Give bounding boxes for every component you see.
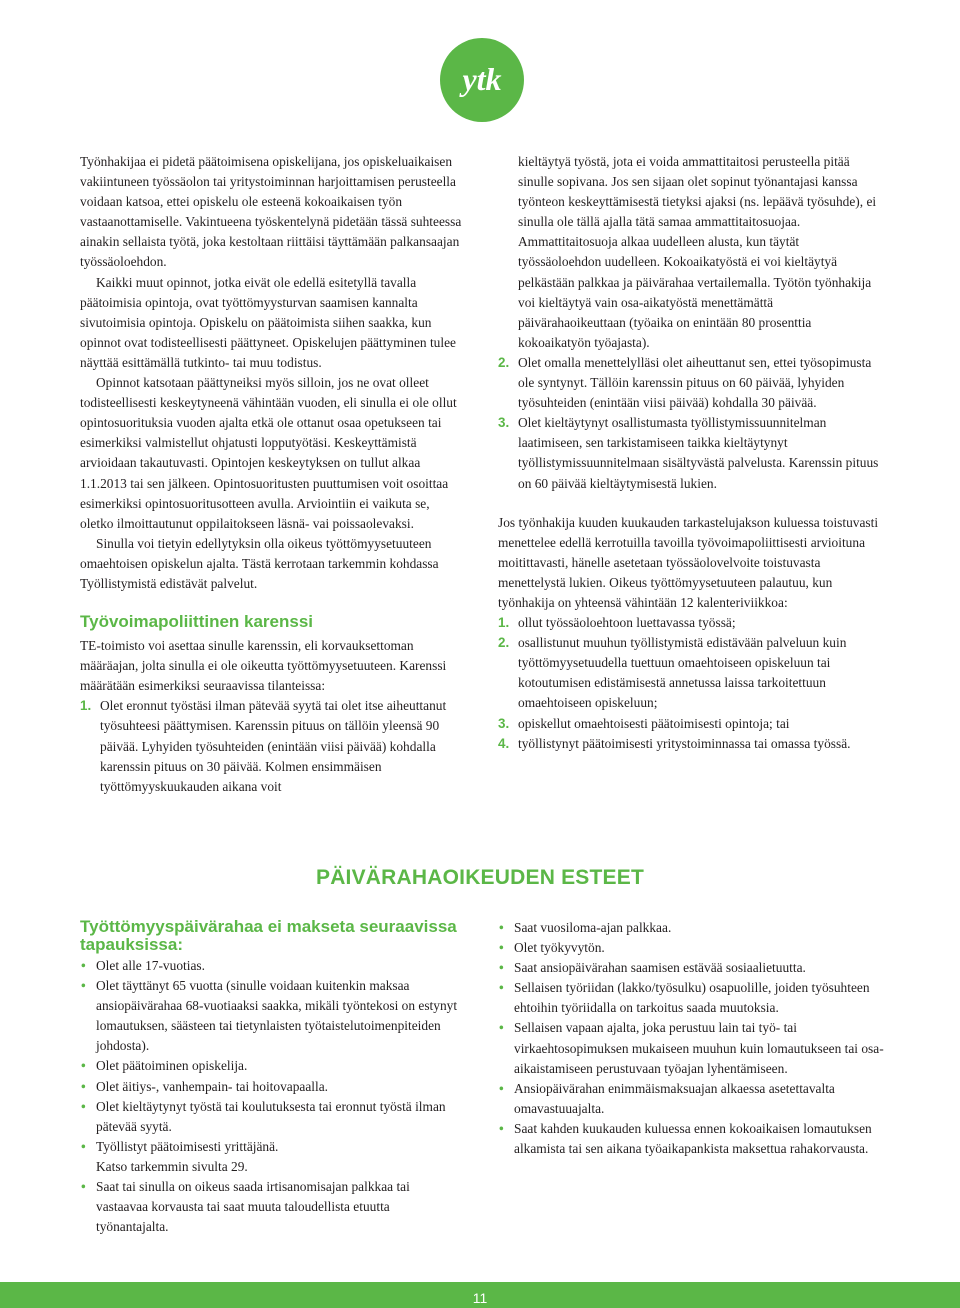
list-number: 2. <box>498 635 510 651</box>
list-number: 1. <box>80 698 92 714</box>
section-heading: Työvoimapoliittinen karenssi <box>80 612 314 632</box>
list-item <box>498 978 884 1018</box>
list-number: 4. <box>498 735 510 751</box>
list-text: Olet kieltäytynyt työstä tai koulutuksesta tai eronnut työstä ilman pätevää syytä. <box>96 1098 446 1134</box>
bullet-icon: • <box>81 1098 86 1114</box>
list-item <box>498 1119 884 1159</box>
bullet-icon: • <box>81 1058 86 1074</box>
bottom-left-column <box>80 918 462 1237</box>
list-item <box>80 1077 462 1097</box>
list-text: Sellaisen vapaan ajalta, joka perustuu lain tai työ- tai virkaehtosopimuksen mukaiseen muuhun kuin lomautukseen tai osa-aikaistamiseen perustuvaan työajan lyhentämiseen. <box>514 1020 884 1076</box>
footer-bar <box>0 1282 960 1308</box>
page-reference: Katso tarkemmin sivulta 29. <box>96 1158 248 1174</box>
list-number: 3. <box>498 415 510 431</box>
list-text: Olet täyttänyt 65 vuotta (sinulle voidaan kuitenkin maksaa ansiopäivärahaa 68-vuotiaaksi saakka, mikäli työntekosi on estynyt lomautuksen, säästeen tai tietynlaisten työtaistelutoimenpiteiden johdosta). <box>96 978 458 1054</box>
list-item <box>498 714 884 734</box>
left-column <box>80 152 462 797</box>
list-item <box>498 958 884 978</box>
list-text: Sellaisen työriidan (lakko/työsulku) osapuolille, joiden työsuhteen ehtoihin työriidalla on tarkoitus saada muutoksia. <box>514 980 870 1016</box>
list-item <box>498 633 884 713</box>
list-item <box>498 353 884 413</box>
list-item-continued: kieltäytyä työstä, jota ei voida ammattitaitosi perusteella pitää sinulle sopivana. Jos sen sijaan olet sopinut työnantajasi kanssa työnteon keskeyttämisestä tietyksi ajaksi (ns. lepäävä työsuhde), ei sinulla ole tällä ajalla tätä samaa ammattitaitosuojaa. Ammattitaitosuoja alkaa uudelleen alusta, kun täytät työssäoloehdon uudelleen. Kokoaikatyöstä ei voi kieltäytyä pelkästään palkkaa ja päivärahaa vertailemalla. Työtön työnhakija voi kieltäytyä vain osa-aikatyöstä menettämättä päivärahaoikeuttaan (työaika on enintään 80 prosenttia kokoaikatyön työajasta). <box>518 154 877 350</box>
bullet-list <box>80 956 462 1237</box>
paragraph: Kaikki muut opinnot, jotka eivät ole edellä esitetyllä tavalla päätoimisia opintoja, ovat työttömyysturvan saamisen kannalta sivutoimisia opintoja. Opiskelu on päätoimista siihen saakka, kun opinnot ovat todisteellisesti päättyneet. Opiskelujen päättyminen tulee näyttää esittämällä tutkinto- tai muu todistus. <box>80 274 456 370</box>
list-item <box>80 976 462 1056</box>
list-text: Olet äitiys-, vanhempain- tai hoitovapaalla. <box>96 1078 329 1094</box>
list-item <box>80 1056 462 1076</box>
section-title: PÄIVÄRAHAOIKEUDEN ESTEET <box>315 866 644 889</box>
list-text: työllistynyt päätoimisesti yritystoiminnassa tai omassa työssä. <box>518 735 851 751</box>
paragraph: Opinnot katsotaan päättyneiksi myös silloin, jos ne ovat olleet todisteellisesti keskeytyneenä vähintään vuoden, eli sinulla ei ole ollut opintosuorituksia vuoden ajalta etkä ole ottanut osaa opetukseen tai esimerkiksi valmistellut ohjatusti lopputyötäsi. Keskeyttämistä arvioidaan takautuvasti. Opintojen keskeytyksen on tullut alkaa 1.1.2013 tai sen jälkeen. Opintosuoritusten puuttumisen voit osoittaa esimerkiksi opintosuoritusotteen avulla. Arviointiin ei vaikuta se, oletko ilmoittautunut oppilaitokseen läsnä- vai poissaolevaksi. <box>80 375 457 531</box>
karenssi-list-continued <box>498 353 884 494</box>
right-column <box>498 152 884 754</box>
list-text: Saat tai sinulla on oikeus saada irtisanomisajan palkkaa tai vastaavaa korvausta tai saat muuta taloudellista etuutta työnantajalta. <box>96 1179 410 1235</box>
bullet-list <box>498 918 884 1159</box>
bullet-icon: • <box>81 978 86 994</box>
list-item <box>498 1079 884 1119</box>
bullet-icon: • <box>499 1120 504 1136</box>
list-item <box>498 1018 884 1078</box>
bullet-icon: • <box>81 1138 86 1154</box>
bottom-right-column <box>498 918 884 1159</box>
subheading: Työttömyyspäivärahaa ei makseta seuraavissa tapauksissa: <box>80 917 457 954</box>
bullet-icon: • <box>81 1179 86 1195</box>
paragraph: Sinulla voi tietyin edellytyksin olla oikeus työttömyysetuuteen omaehtoisen opiskelun ajalta. Tästä kerrotaan tarkemmin kohdassa Työllistymistä edistävät palvelut. <box>80 535 439 591</box>
obligation-list <box>498 613 884 754</box>
paragraph: Jos työnhakija kuuden kuukauden tarkastelujakson kuluessa toistuvasti menettelee edellä kerrotuilla tavoilla työvoimapoliittisesti arvioituna moitittavasti, hänelle asetetaan työssäolovelvoite toistuvasta menettelystä lukien. Oikeus työttömyysetuuteen palautuu, kun työnhakija on yhteensä vähintään 12 kalenteriviikkoa: <box>498 514 879 610</box>
bullet-icon: • <box>499 1020 504 1036</box>
list-item <box>498 613 884 633</box>
list-item <box>498 734 884 754</box>
bullet-icon: • <box>499 960 504 976</box>
list-text: Työllistyt päätoimisesti yrittäjänä. <box>96 1138 279 1154</box>
list-item <box>80 1097 462 1137</box>
bullet-icon: • <box>499 920 504 935</box>
list-text: ollut työssäoloehtoon luettavassa työssä; <box>518 615 736 631</box>
list-text: Saat vuosiloma-ajan palkkaa. <box>514 920 672 935</box>
list-text: Olet päätoiminen opiskelija. <box>96 1058 248 1074</box>
list-text: Olet työkyvytön. <box>514 940 605 956</box>
list-text: Olet kieltäytynyt osallistumasta työllistymissuunnitelman laatimiseen, sen tarkistamiseen taikka kieltäytynyt työllistymissuunnitelmaan sisältyvästä palvelusta. Karenssin pituus on 60 päivää kieltäytymisestä lukien. <box>518 415 879 491</box>
bullet-icon: • <box>499 980 504 996</box>
list-text: Olet alle 17-vuotias. <box>96 958 205 973</box>
paragraph: Työnhakijaa ei pidetä päätoimisena opiskelijana, jos opiskeluaikaisen vakiintuneen työssäolon tai yritystoiminnan harjoittamisen perusteella voidaan katsoa, ettei opiskelu ole esteenä kokoaikaisen työn vastaanottamiselle. Vakintueena työskentelynä pidetään tässä suhteessa ainakin sellaista työtä, joka kestoltaan riittäisi täyttämään palkansaajan työssäoloehdon. <box>80 154 462 270</box>
list-number: 2. <box>498 354 510 370</box>
list-item <box>498 938 884 958</box>
list-item <box>80 1137 462 1177</box>
list-number: 3. <box>498 715 510 731</box>
list-text: opiskellut omaehtoisesti päätoimisesti opintoja; tai <box>518 715 790 731</box>
list-text: Olet omalla menettelylläsi olet aiheuttanut sen, ettei työsopimusta ole syntynyt. Tällöin karenssin pituus on 60 päivää, lyhyiden työsuhteiden (enintään viisi päivää) kohdalla 30 päivää. <box>518 354 872 411</box>
list-text: Saat ansiopäivärahan saamisen estävää sosiaalietuutta. <box>514 960 806 976</box>
list-text: Olet eronnut työstäsi ilman pätevää syytä tai olet itse aiheuttanut työsuhteesi päättymisen. Karenssin pituus on tällöin yleensä 90 päivää. Lyhyiden työsuhteiden (enintään viisi päivää) kohdalla karenssin pituus on 30 päivää. Kolmen ensimmäisen työttömyyskuukauden aikana voit <box>100 698 447 794</box>
bullet-icon: • <box>499 940 504 956</box>
section-intro: TE-toimisto voi asettaa sinulle karenssin, eli korvauksettoman määräajan, jolta sinulla ei ole oikeutta työttömyysetuuteen. Karenssi määrätään esimerkiksi seuraavissa tilanteissa: <box>80 638 447 694</box>
list-item <box>498 918 884 938</box>
karenssi-list <box>80 696 462 796</box>
list-number: 1. <box>498 615 510 631</box>
list-item <box>498 413 884 493</box>
bullet-icon: • <box>81 1078 86 1094</box>
bullet-icon: • <box>499 1080 504 1096</box>
list-text: Ansiopäivärahan enimmäismaksuajan alkaessa asetettavalta omavastuuajalta. <box>514 1080 835 1116</box>
list-item <box>80 696 462 796</box>
bullet-icon: • <box>81 958 86 973</box>
ytk-logo <box>438 36 526 124</box>
list-item <box>80 1177 462 1237</box>
list-text: Saat kahden kuukauden kuluessa ennen kokoaikaisen lomautuksen alkamista tai sen aikana työaikapankista maksettua rahakorvausta. <box>514 1120 872 1157</box>
list-item <box>80 956 462 976</box>
page-number: 11 <box>472 1290 488 1306</box>
logo-text: ytk <box>462 61 502 97</box>
list-text: osallistunut muuhun työllistymistä edistävään palveluun kuin työttömyysetuudella tuettuun omaehtoiseen opiskeluun tai kotoutumisen edistämisestä annetussa laissa tarkoitettuun omaehtoiseen opiskeluun; <box>518 635 847 711</box>
